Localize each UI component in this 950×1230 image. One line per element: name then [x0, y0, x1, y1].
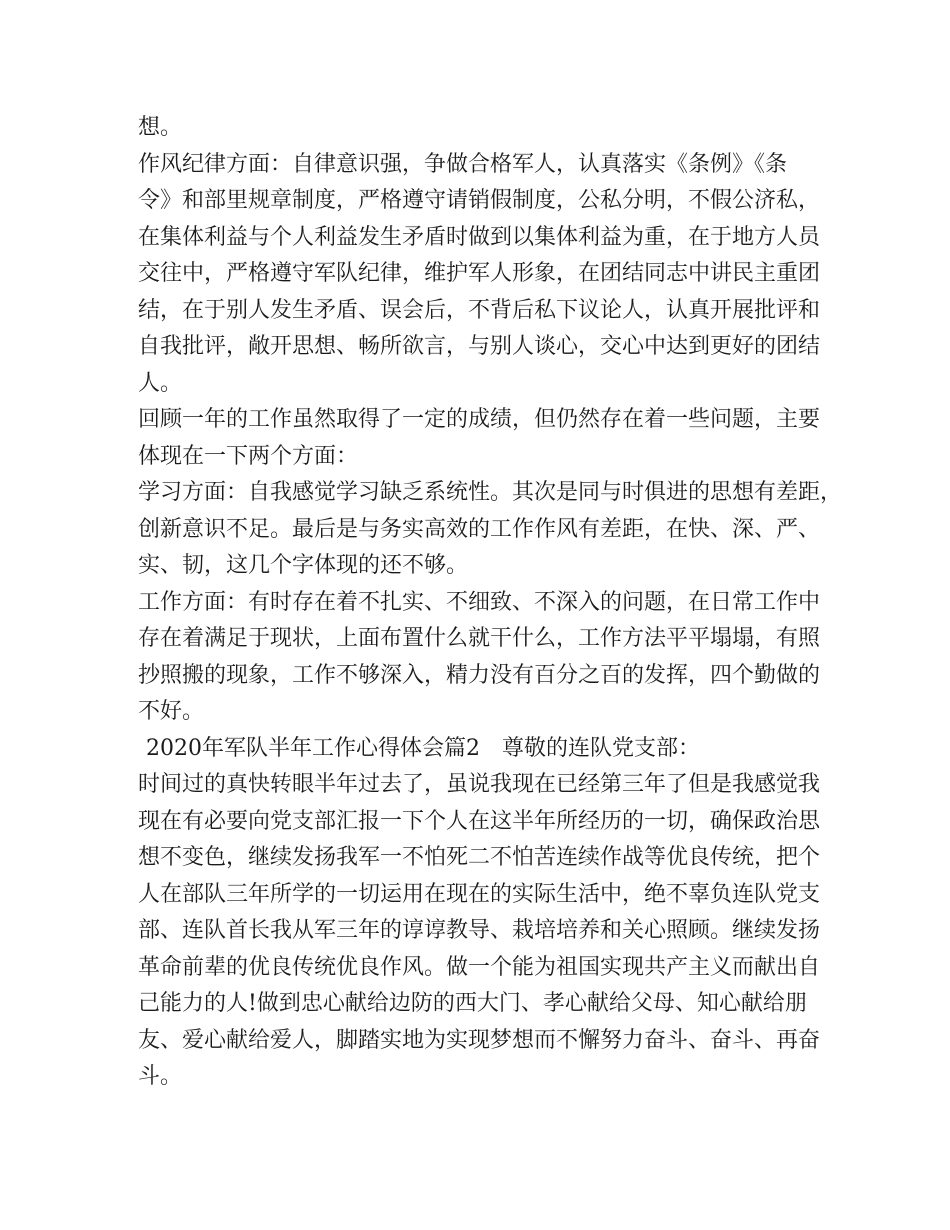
- text-line: 作风纪律方面：自律意识强，争做合格军人，认真落实《条例》《条: [138, 151, 788, 177]
- text-line: 想。: [138, 115, 183, 140]
- text-line: 斗。: [138, 1064, 183, 1089]
- text-line: 抄照搬的现象，工作不够深入，精力没有百分之百的发挥，四个勤做的: [138, 662, 821, 688]
- text-line: 存在着满足于现状，上面布置什么就干什么，工作方法平平塌塌，有照: [138, 626, 821, 651]
- text-line: 时间过的真快转眼半年过去了，虽说我现在已经第三年了但是我感觉我: [138, 772, 821, 797]
- text-line: 体现在一下两个方面：: [138, 443, 359, 469]
- text-line: 人在部队三年所学的一切运用在现在的实际生活中，绝不辜负连队党支: [138, 881, 821, 907]
- text-line: 部、连队首长我从军三年的谆谆教导、栽培培养和关心照顾。继续发扬: [138, 918, 821, 943]
- text-line: 自我批评，敞开思想、畅所欲言，与别人谈心，交心中达到更好的团结: [138, 334, 821, 359]
- text-line: 回顾一年的工作虽然取得了一定的成绩，但仍然存在着一些问题，主要: [138, 407, 821, 432]
- text-line: 不好。: [138, 699, 205, 724]
- text-line: 工作方面：有时存在着不扎实、不细致、不深入的问题，在日常工作中: [138, 589, 821, 615]
- text-line: 己能力的人!做到忠心献给边防的西大门、孝心献给父母、知心献给朋: [138, 991, 807, 1016]
- document-body: [138, 110, 843, 1096]
- text-line: 现在有必要向党支部汇报一下个人在这半年所经历的一切，确保政治思: [138, 808, 821, 834]
- text-line: 令》和部里规章制度，严格遵守请销假制度，公私分明，不假公济私，: [138, 188, 821, 213]
- text-line: 学习方面：自我感觉学习缺乏系统性。其次是同与时俱进的思想有差距，: [138, 480, 843, 505]
- text-line: 革命前辈的优良传统优良作风。做一个能为祖国实现共产主义而献出自: [138, 954, 821, 980]
- text-line: 实、韧，这几个字体现的还不够。: [138, 553, 469, 578]
- text-line: 创新意识不足。最后是与务实高效的工作作风有差距，在快、深、严、: [138, 516, 821, 542]
- text-line: 想不变色，继续发扬我军一不怕死二不怕苦连续作战等优良传统，把个: [138, 845, 821, 870]
- text-line: 人。: [138, 370, 183, 396]
- text-line: 交往中，严格遵守军队纪律，维护军人形象，在团结同志中讲民主重团: [138, 261, 821, 286]
- text-line: 结，在于别人发生矛盾、误会后，不背后私下议论人，认真开展批评和: [138, 297, 821, 323]
- text-line: 友、爱心献给爱人，脚踏实地为实现梦想而不懈努力奋斗、奋斗、再奋: [138, 1027, 821, 1053]
- section-heading-line: 2020年军队半年工作心得体会篇2 尊敬的连队党支部：: [146, 735, 700, 761]
- text-line: 在集体利益与个人利益发生矛盾时做到以集体利益为重，在于地方人员: [138, 224, 821, 250]
